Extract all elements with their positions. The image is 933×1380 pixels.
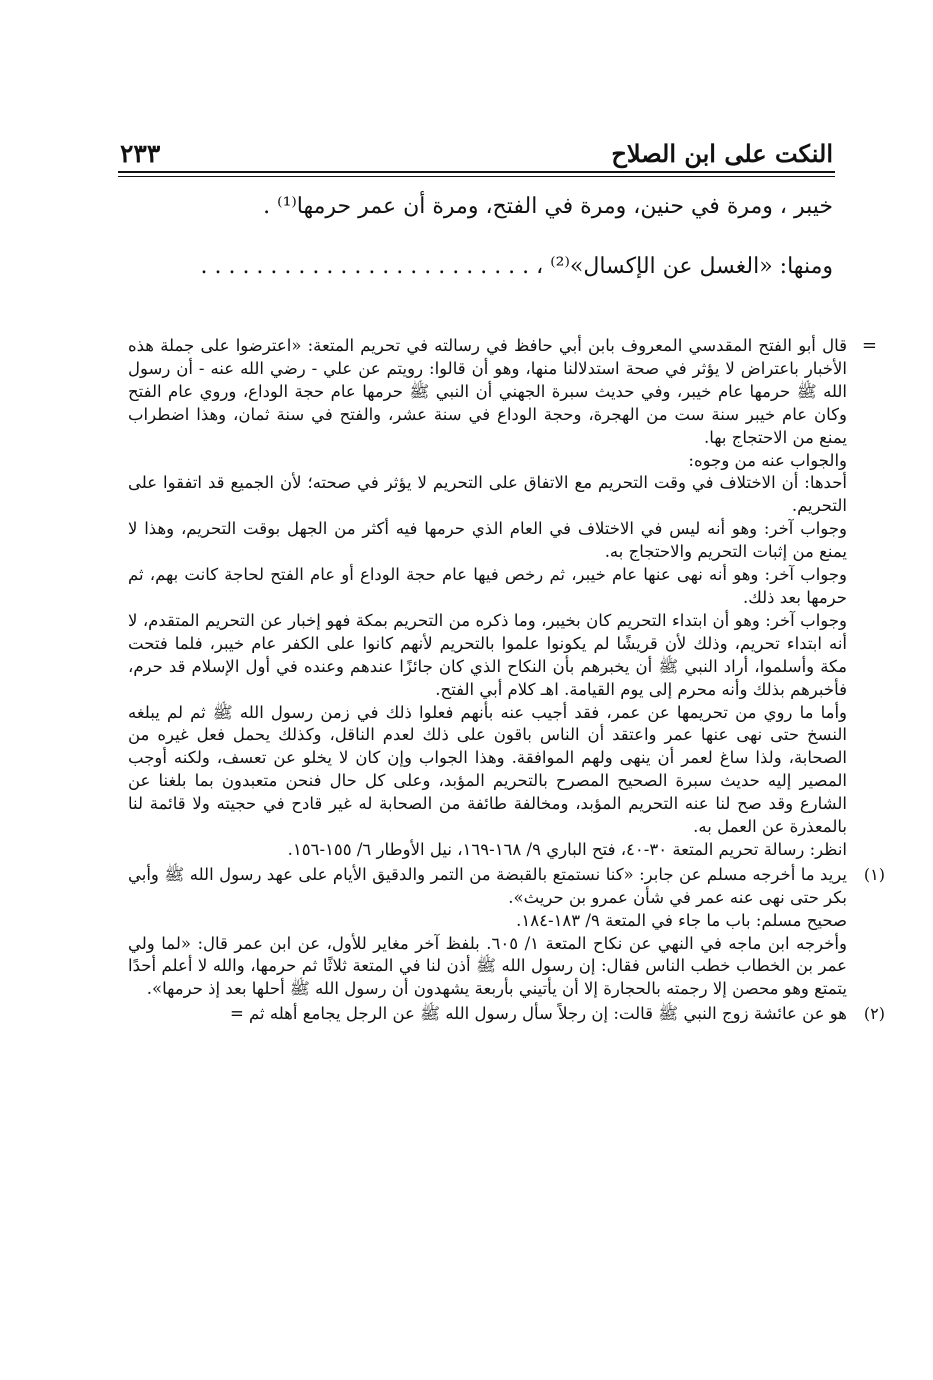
main-text-line-1: خيبر ، ومرة في حنين، ومرة في الفتح، ومرة أن عمر حرمها⁽¹⁾ . <box>263 194 833 219</box>
footnote-paragraph: أحدها: أن الاختلاف في وقت التحريم مع الاتفاق على التحريم لا يؤثر في صحته؛ لأن الجميع قد اتفقوا على التحريم. <box>128 473 847 516</box>
running-header <box>120 122 833 168</box>
main-text <box>120 196 833 316</box>
running-title: النكت على ابن الصلاح <box>611 139 833 168</box>
footnote-paragraph: قال أبو الفتح المقدسي المعروف بابن أبي حافظ في رسالته في تحريم المتعة: «اعترضوا على جملة هذه الأخبار باعتراض لا يؤثر في صحة استدلالنا منها، وهو أن قالوا: رويتم عن علي - رضي الله عنه - أن رسول الله ﷺ حرمها عام خيبر، وفي حديث سبرة الجهني أن النبي ﷺ حرمها عام حجة الوداع، وروي عام الفتح وكان عام خيبر سنة ست من الهجرة، وحجة الوداع في سنة عشر، والفتح في سنة ثمان، وهذا اضطراب يمنع من الاحتجاج بها. <box>128 336 847 447</box>
header-rule-thick <box>118 171 835 173</box>
footnote-paragraph: والجواب عنه من وجوه: <box>688 450 847 470</box>
footnotes <box>128 335 885 1335</box>
footnote-paragraph: صحيح مسلم: باب ما جاء في المتعة ٩/ ١٨٣-١٨٤. <box>516 910 847 930</box>
footnote-paragraph: هو عن عائشة زوج النبي ﷺ قالت: إن رجلاً سأل رسول الله ﷺ عن الرجل يجامع أهله ثم = <box>229 1004 847 1024</box>
footnote-1 <box>128 864 885 1001</box>
main-text-line-2: ومنها: «الغسل عن الإكسال»⁽²⁾ ، . . . . . . . . . . . . . . . . . . . . . . . . <box>200 254 833 279</box>
footnote-paragraph: وجواب آخر: وهو أنه ليس في الاختلاف في العام الذي حرمها فيه أكثر من الجهل بوقت التحريم، وهذا لا يمنع من إثبات التحريم والاحتجاج به. <box>128 519 847 562</box>
footnote-continuation <box>128 335 877 862</box>
continuation-marker: = <box>861 335 877 356</box>
footnote-paragraph: وأخرجه ابن ماجه في النهي عن نكاح المتعة ١/ ٦٠٥. بلفظ آخر مغاير للأول، عن ابن عمر قال: «لما ولي عمر بن الخطاب خطب الناس فقال: إن رسول الله ﷺ أذن لنا في المتعة ثلاثًا ثم حرمها، والله لا أعلم أحدًا يتمتع وهو محصن إلا رجمته بالحجارة إلا أن يأتيني بأربعة يشهدون أن رسول الله ﷺ أحلها بعد إذ حرمها». <box>128 933 847 999</box>
footnote-paragraph: وجواب آخر: وهو أن ابتداء التحريم كان بخيبر، وما ذكره من التحريم بمكة فهو إخبار عن التحريم المتقدم، لا أنه ابتداء تحريم، وذلك لأن قريشًا لم يكونوا علموا بالتحريم لأنهم كانوا على الكفر عام خيبر، فلما فتحت مكة وأسلموا، أراد النبي ﷺ أن يخبرهم بأن النكاح الذي كان جائزًا عندهم وعنده في أول الإسلام قد حرم، فأخبرهم بذلك وأنه محرم إلى يوم القيامة. اهـ كلام أبي الفتح. <box>128 610 847 699</box>
footnote-paragraph: وأما ما روي من تحريمها عن عمر، فقد أجيب عنه بأنهم فعلوا ذلك في زمن رسول الله ﷺ ثم لم يبلغه النسخ حتى نهى عنها عمر واعتقد أن الناس باقون على ذلك لعدم الناقل، وكذلك يحمل فعل غيره من الصحابة، ولذا ساغ لعمر أن ينهى ولهم الموافقة. وهذا الجواب وإن كان لا يخلو عن تعسف، ولكنه أوجب المصير إليه حديث سبرة الصحيح المصرح بالتحريم المؤبد، وعلى كل حال فنحن متعبدون بما بلغنا عن الشارع وقد صح لنا عنه التحريم المؤبد، ومخالفة طائفة من الصحابة له غير قادح في حجيته ولا قائمة لنا بالمعذرة عن العمل به. <box>128 702 847 837</box>
footnote-2 <box>128 1003 885 1026</box>
footnote-paragraph: وجواب آخر: وهو أنه نهى عنها عام خيبر، ثم رخص فيها عام حجة الوداع أو عام الفتح لحاجة كانت بهم، ثم حرمها بعد ذلك. <box>128 565 847 607</box>
footnote-2-number: (٢) <box>863 1004 885 1024</box>
footnote-1-number: (١) <box>863 864 885 884</box>
page-number: ٢٣٣ <box>120 139 161 168</box>
footnote-reference: انظر: رسالة تحريم المتعة ٣٠-٤٠، فتح الباري ٩/ ١٦٨-١٦٩، نيل الأوطار ٦/ ١٥٥-١٥٦. <box>287 839 847 859</box>
header-rule-thin <box>118 176 835 177</box>
footnote-paragraph: يريد ما أخرجه مسلم عن جابر: «كنا نستمتع بالقبضة من التمر والدقيق الأيام على عهد رسول الله ﷺ وأبي بكر حتى نهى عنه عمر في شأن عمرو بن حريث». <box>128 864 847 907</box>
